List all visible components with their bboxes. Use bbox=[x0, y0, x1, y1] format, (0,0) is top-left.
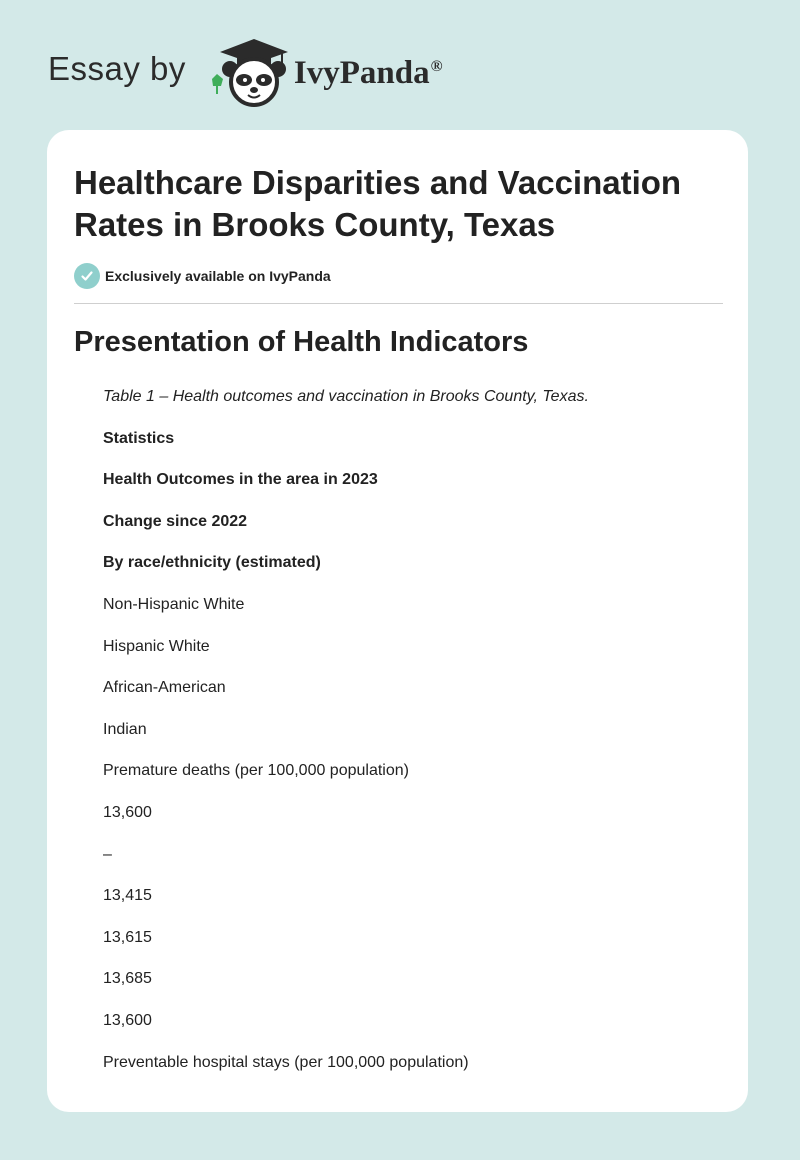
section-heading: Presentation of Health Indicators bbox=[74, 326, 529, 358]
table-row: Non-Hispanic White bbox=[103, 595, 245, 613]
table-row: Hispanic White bbox=[103, 637, 210, 655]
table-row: 13,600 bbox=[103, 1011, 152, 1029]
table-row: Preventable hospital stays (per 100,000 population) bbox=[103, 1053, 469, 1071]
title-divider bbox=[74, 303, 723, 304]
table-row: Change since 2022 bbox=[103, 512, 248, 530]
registered-mark: ® bbox=[430, 57, 443, 75]
brand-name: IvyPanda® bbox=[293, 54, 443, 91]
essay-card bbox=[47, 130, 748, 1112]
table-row: 13,415 bbox=[103, 887, 152, 905]
panda-logo-icon[interactable] bbox=[204, 36, 290, 108]
table-row: Premature deaths (per 100,000 population) bbox=[103, 762, 409, 780]
exclusive-badge bbox=[74, 263, 331, 289]
table-row: By race/ethnicity (estimated) bbox=[103, 554, 321, 572]
brand-prefix: Essay by bbox=[48, 50, 186, 87]
essay-title: Healthcare Disparities and Vaccination Rates in Brooks County, Texas bbox=[74, 164, 682, 243]
table-row: 13,615 bbox=[103, 928, 152, 946]
health-table bbox=[103, 385, 723, 1092]
table-row: African-American bbox=[103, 679, 226, 697]
table-row: – bbox=[103, 845, 112, 863]
table-row: 13,685 bbox=[103, 970, 152, 988]
site-header bbox=[48, 36, 443, 108]
table-row: Indian bbox=[103, 720, 147, 738]
exclusive-label: Exclusively available on IvyPanda bbox=[105, 268, 331, 284]
table-row: Health Outcomes in the area in 2023 bbox=[103, 471, 378, 489]
table-rows bbox=[103, 427, 723, 1093]
table-row: 13,600 bbox=[103, 803, 152, 821]
table-caption: Table 1 – Health outcomes and vaccination in Brooks County, Texas. bbox=[103, 388, 589, 405]
check-circle-icon bbox=[74, 263, 100, 289]
table-row: Statistics bbox=[103, 429, 175, 447]
